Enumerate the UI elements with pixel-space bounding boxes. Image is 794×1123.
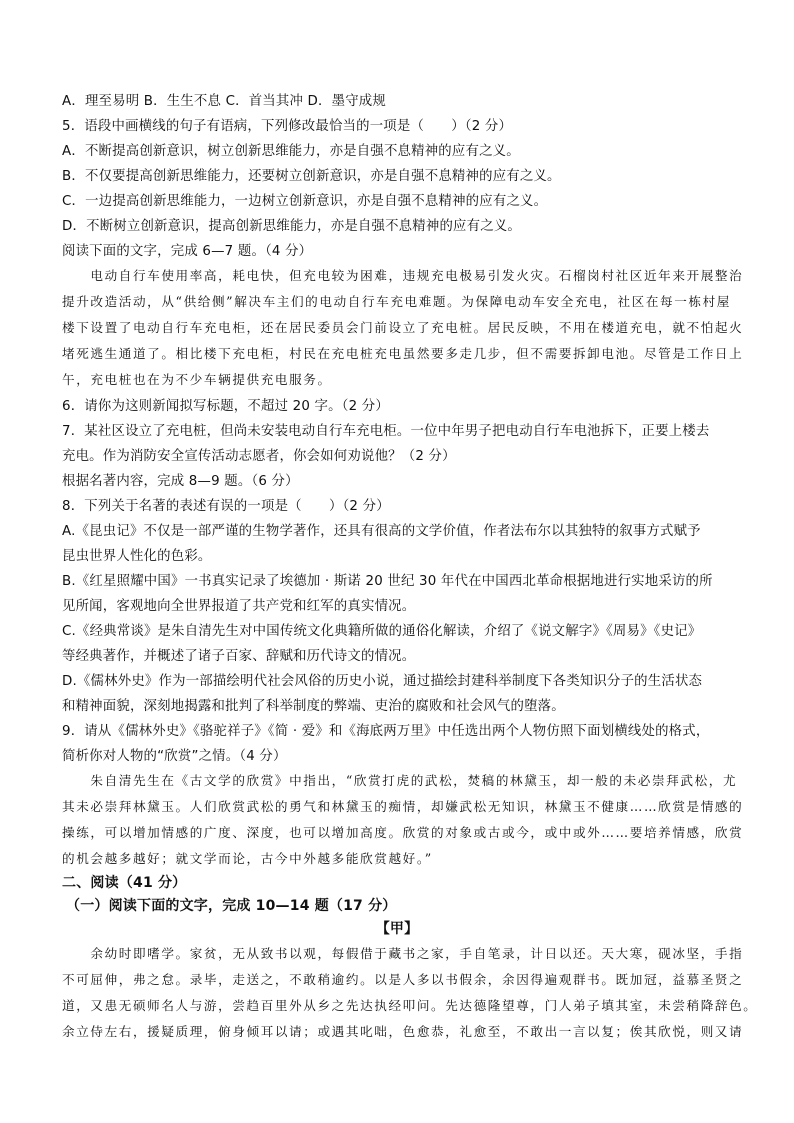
news-passage-line: 堵死逃生通道了。相比楼下充电柜，村民在充电桩充电虽然要多走几步，但不需要拆卸电池。尽管是工作日上 bbox=[62, 346, 744, 361]
quote-passage-line: 操练，可以增加情感的广度、深度，也可以增加高度。欣赏的对象或古或今，或中或外……要培养情感，欣赏 bbox=[62, 825, 744, 840]
classical-passage-line: 余幼时即嗜学。家贫，无从致书以观，每假借于藏书之家，手自笔录，计日以还。天大寒，砚冰坚，手指 bbox=[62, 946, 744, 961]
q8-option-b: B.《红星照耀中国》一书真实记录了埃德加 · 斯诺 20 世纪 30 年代在中国西北革命根据地进行实地采访的所 bbox=[62, 574, 713, 589]
news-passage-line: 电动自行车使用率高，耗电快，但充电较为困难，违规充电极易引发火灾。石榴岗村社区近年来开展整治 bbox=[62, 268, 744, 283]
q8-option-d-cont: 和精神面貌，深刻地揭露和批判了科举制度的弊端、吏治的腐败和社会风气的堕落。 bbox=[62, 699, 565, 714]
q5-option-c: C．一边提高创新思维能力，一边树立创新意识，亦是自强不息精神的应有之义。 bbox=[62, 194, 548, 209]
q8-option-c-cont: 等经典著作，并概述了诸子百家、辞赋和历代诗文的情况。 bbox=[62, 649, 416, 664]
q9-question-cont: 简析你对人物的“欣赏”之情。（4 分） bbox=[62, 749, 287, 764]
classical-passage-line: 余立侍左右，援疑质理，俯身倾耳以请；或遇其叱咄，色愈恭，礼愈至，不敢出一言以复；俟其欣悦，则又请 bbox=[62, 1024, 744, 1039]
q8-option-a-cont: 昆虫世界人性化的色彩。 bbox=[62, 549, 212, 564]
q8-option-b-cont: 见所闻，客观地向全世界报道了共产党和红军的真实情况。 bbox=[62, 599, 416, 614]
q5-question: 5．语段中画横线的句子有语病，下列修改最恰当的一项是（ ）（2 分） bbox=[62, 119, 513, 134]
q5-option-b: B．不仅要提高创新思维能力，还要树立创新意识，亦是自强不息精神的应有之义。 bbox=[62, 169, 561, 184]
news-passage-line: 楼下设置了电动自行车充电柜，还在居民委员会门前设立了充电桩。居民反映，不用在楼道充电，就不怕起火 bbox=[62, 320, 744, 335]
news-passage-line: 午，充电桩也在为不少车辆提供充电服务。 bbox=[62, 372, 332, 387]
classical-passage-line: 道，又患无硕师名人与游，尝趋百里外从乡之先达执经叩问。先达德隆望尊，门人弟子填其室，未尝稍降辞色。 bbox=[62, 998, 758, 1013]
subsection-heading: （一）阅读下面的文字，完成 10—14 题（17 分） bbox=[66, 898, 397, 914]
passage-label: 【甲】 bbox=[375, 921, 419, 937]
section-heading: 二、阅读（41 分） bbox=[62, 875, 187, 891]
q7-question: 7．某社区设立了充电桩，但尚未安装电动自行车充电柜。一位中年男子把电动自行车电池拆下，正要上楼去 bbox=[62, 424, 710, 439]
news-passage-line: 提升改造活动，从“供给侧”解决车主们的电动自行车充电难题。为保障电动车安全充电，社区在每一栋村屋 bbox=[62, 294, 731, 309]
q8-option-d: D.《儒林外史》作为一部描绘明代社会风俗的历史小说，通过描绘封建科举制度下各类知识分子的生活状态 bbox=[62, 674, 703, 689]
q6-question: 6．请你为这则新闻拟写标题，不超过 20 字。（2 分） bbox=[62, 399, 389, 414]
q8-option-c: C.《经典常谈》是朱自清先生对中国传统文化典籍所做的通俗化解读，介绍了《说文解字》《周易》《史记》 bbox=[62, 624, 702, 639]
classics-instruction: 根据名著内容，完成 8—9 题。（6 分） bbox=[62, 474, 299, 489]
reading-instruction-6-7: 阅读下面的文字，完成 6—7 题。（4 分） bbox=[62, 244, 313, 259]
quote-passage-line: 其未必崇拜林黛玉。人们欣赏武松的勇气和林黛玉的痴情，却嫌武松无知识，林黛玉不健康……欣赏是情感的 bbox=[62, 799, 744, 814]
quote-passage-line: 的机会越多越好；就文学而论，古今中外越多能欣赏越好。” bbox=[62, 851, 433, 866]
q7-question-cont: 充电。作为消防安全宣传活动志愿者，你会如何劝说他？（2 分） bbox=[62, 449, 456, 464]
q4-options: A．理至易明 B．生生不息 C．首当其冲 D．墨守成规 bbox=[62, 94, 386, 109]
classical-passage-line: 不可屈伸，弗之怠。录毕，走送之，不敢稍逾约。以是人多以书假余，余因得遍观群书。既加冠，益慕圣贤之 bbox=[62, 972, 744, 987]
q9-question: 9．请从《儒林外史》《骆驼祥子》《简 · 爱》和《海底两万里》中任选出两个人物仿照下面划横线处的格式， bbox=[62, 724, 710, 739]
q5-option-a: A．不断提高创新意识，树立创新思维能力，亦是自强不息精神的应有之义。 bbox=[62, 144, 520, 159]
q8-option-a: A.《昆虫记》不仅是一部严谨的生物学著作，还具有很高的文学价值，作者法布尔以其独特的叙事方式赋予 bbox=[62, 524, 701, 539]
quote-passage-line: 朱自清先生在《古文学的欣赏》中指出，“欣赏打虎的武松，焚稿的林黛玉，却一般的未必崇拜武松，尤 bbox=[62, 773, 738, 788]
q8-question: 8．下列关于名著的表述有误的一项是（ ）（2 分） bbox=[62, 499, 390, 514]
q5-option-d: D．不断树立创新意识，提高创新思维能力，亦是自强不息精神的应有之义。 bbox=[62, 219, 521, 234]
